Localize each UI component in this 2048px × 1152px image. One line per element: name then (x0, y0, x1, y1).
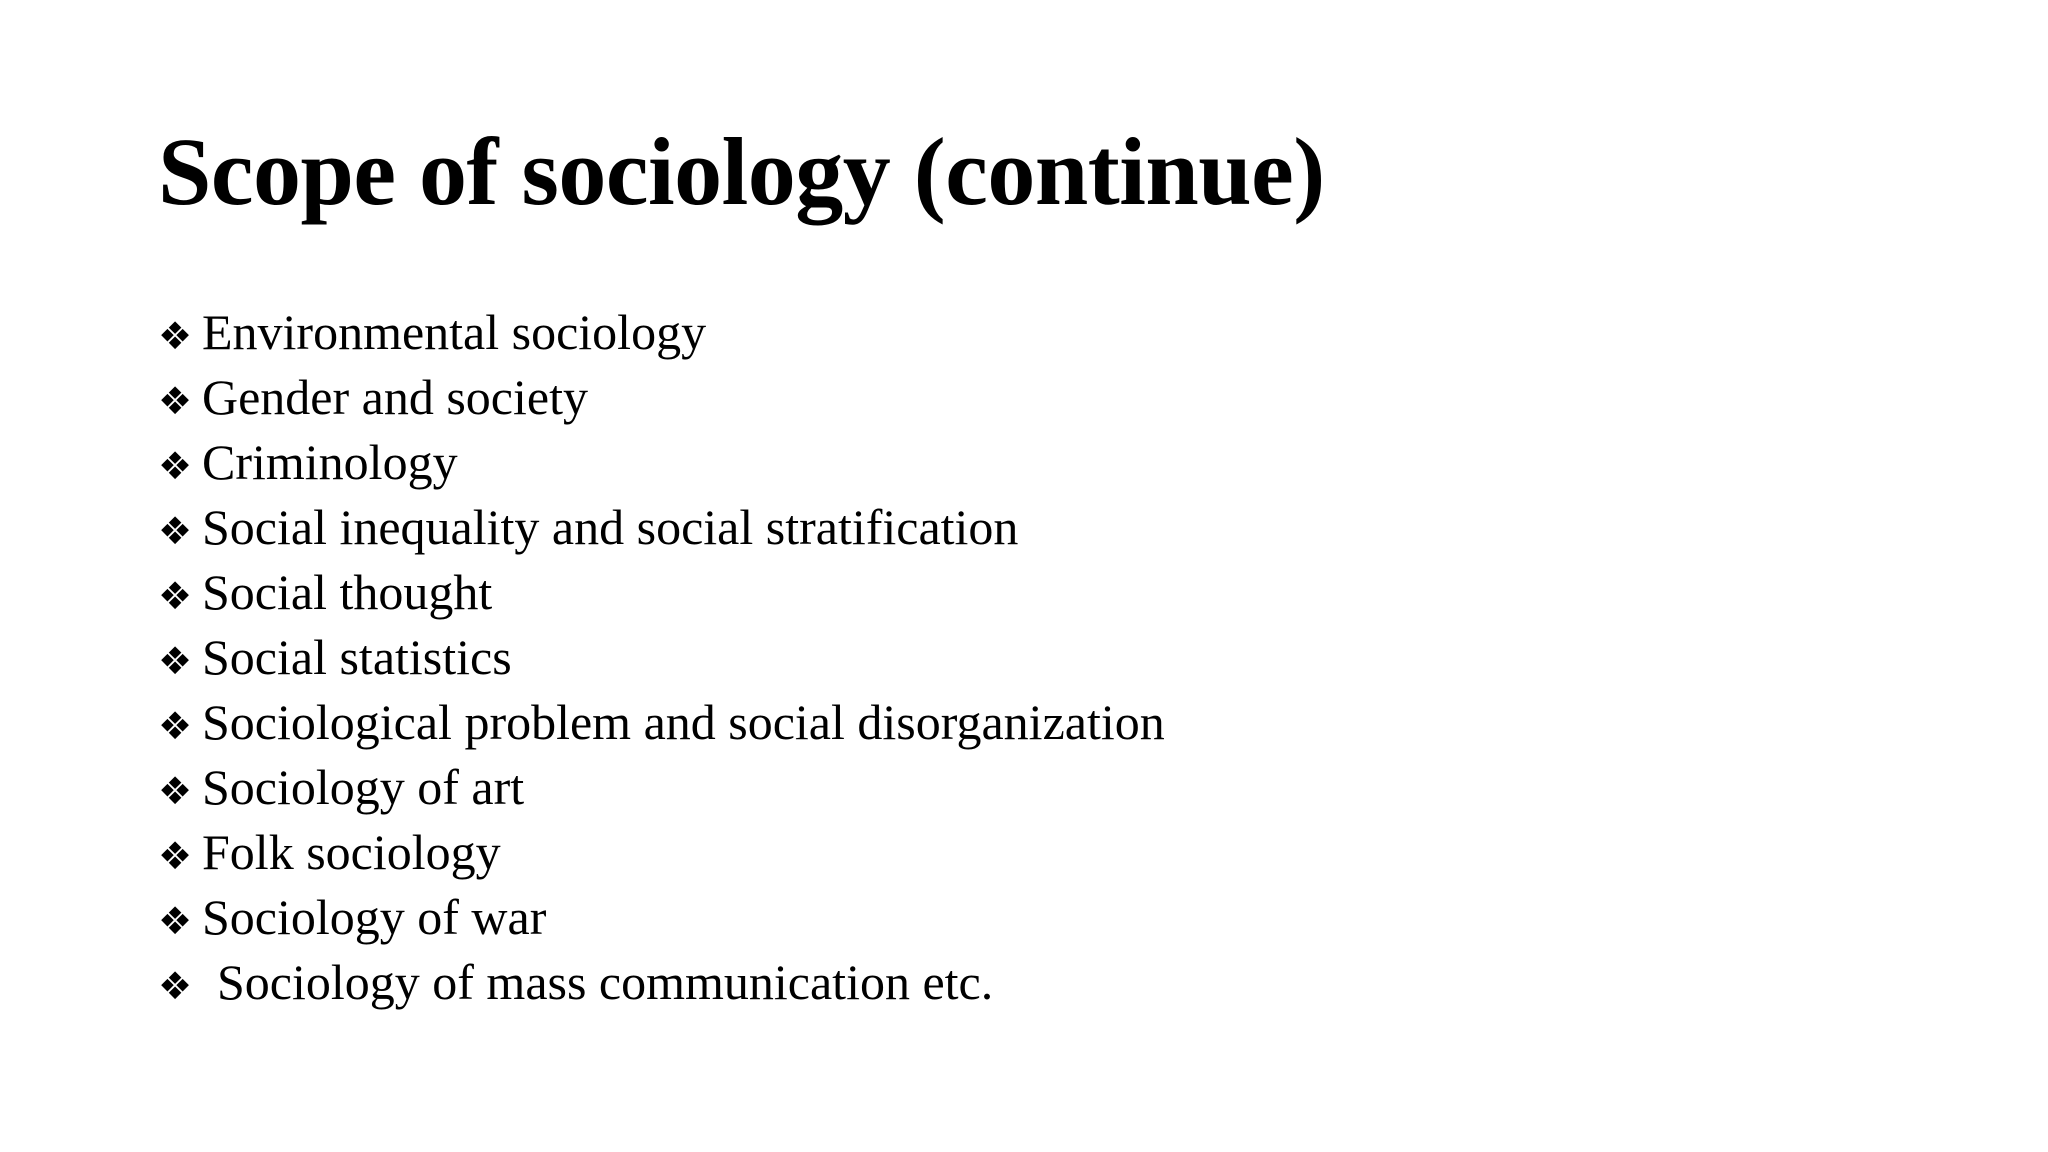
list-item-label: Social thought (202, 564, 493, 620)
list-item-label: Sociology of art (202, 759, 525, 815)
list-item-label: Sociology of mass communication etc. (217, 954, 994, 1010)
bullet-list (158, 300, 1165, 1015)
list-item (158, 300, 1165, 365)
slide-title: Scope of sociology (continue) (158, 118, 1325, 225)
list-item (158, 885, 1165, 950)
diamond-bullet-icon: ❖ (158, 769, 193, 813)
list-item-label: Social inequality and social stratification (202, 499, 1019, 555)
list-item (158, 365, 1165, 430)
list-item-label: Social statistics (202, 629, 512, 685)
list-item-label: Gender and society (202, 369, 588, 425)
list-item (158, 430, 1165, 495)
list-item (158, 690, 1165, 755)
diamond-bullet-icon: ❖ (158, 444, 193, 488)
diamond-bullet-icon: ❖ (158, 639, 193, 683)
list-item-label: Criminology (202, 434, 458, 490)
list-item (158, 950, 1165, 1015)
diamond-bullet-icon: ❖ (158, 704, 193, 748)
list-item (158, 625, 1165, 690)
diamond-bullet-icon: ❖ (158, 314, 193, 358)
list-item-label: Environmental sociology (202, 304, 707, 360)
list-item (158, 560, 1165, 625)
diamond-bullet-icon: ❖ (158, 574, 193, 618)
list-item (158, 820, 1165, 885)
diamond-bullet-icon: ❖ (158, 899, 193, 943)
list-item-label: Sociology of war (202, 889, 547, 945)
list-item-label: Sociological problem and social disorganization (202, 694, 1165, 750)
diamond-bullet-icon: ❖ (158, 379, 193, 423)
diamond-bullet-icon: ❖ (158, 834, 193, 878)
diamond-bullet-icon: ❖ (158, 509, 193, 553)
list-item (158, 755, 1165, 820)
list-item-label: Folk sociology (202, 824, 501, 880)
diamond-bullet-icon: ❖ (158, 964, 193, 1008)
list-item (158, 495, 1165, 560)
